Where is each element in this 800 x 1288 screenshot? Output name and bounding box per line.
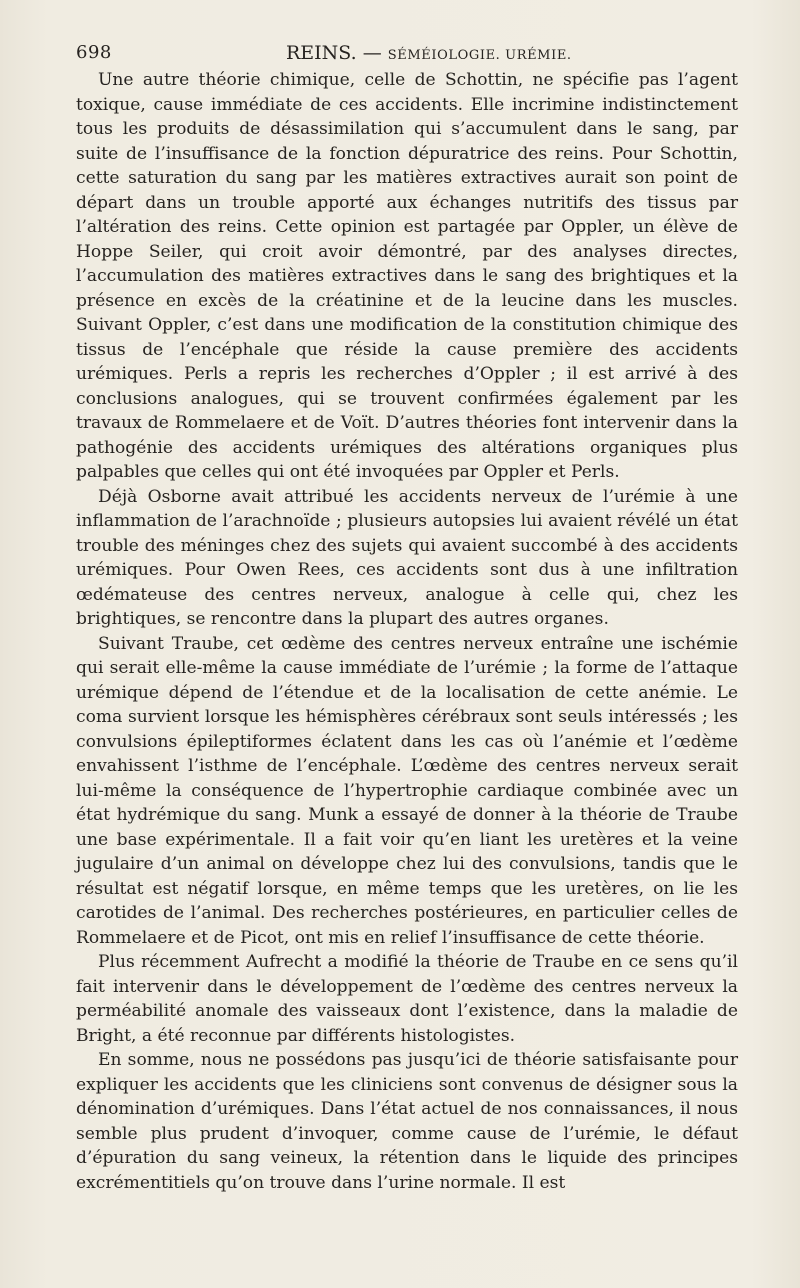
running-title-main: REINS. — [286, 42, 357, 64]
paragraph-osborne-rees: Déjà Osborne avait attribué les accidents nerveux de l’urémie à une inflammation de l’arachnoïde ; plusieurs autopsies lui avaient révélé un état trouble des méninges chez des sujets qui avaient succombé à des accidents urémiques. Pour Owen Rees, ces accidents sont dus à une infiltration œdémateuse des centres nerveux, analogue à celle qui, chez les brightiques, se rencontre dans la plupart des autres organes. — [76, 486, 738, 629]
body-text — [76, 68, 738, 1195]
running-title-separator: — — [362, 42, 382, 64]
page-number: 698 — [76, 42, 112, 63]
paragraph-summary: En somme, nous ne possédons pas jusqu’ici de théorie satisfaisante pour expliquer les accidents que les cliniciens sont convenus de désigner sous la dénomination d’urémiques. Dans l’état actuel de nos connaissances, il nous semble plus prudent d’invoquer, comme cause de l’urémie, le défaut d’épuration du sang veineux, la rétention dans le liquide des principes excrémentitiels qu’on trouve dans l’urine normale. Il est — [76, 1050, 738, 1193]
running-title-sub: SÉMÉIOLOGIE. URÉMIE. — [387, 48, 572, 63]
paragraph-aufrecht: Plus récemment Aufrecht a modifié la théorie de Traube en ce sens qu’il fait intervenir dans le développement de l’œdème des centres nerveux la perméabilité anomale des vaisseaux dont l’existence, dans la maladie de Bright, a été reconnue par différents histologistes. — [76, 952, 738, 1046]
paragraph-traube-theory: Suivant Traube, cet œdème des centres nerveux entraîne une ischémie qui serait elle-même la cause immédiate de l’urémie ; la forme de l’attaque urémique dépend de l’étendue et de la localisation de cette anémie. Le coma survient lorsque les hémisphères cérébraux sont seuls intéressés ; les convulsions épileptiformes éclatent dans les cas où l’anémie et l’œdème envahissent l’isthme de l’encéphale. L’œdème des centres nerveux serait lui-même la conséquence de l’hypertrophie cardiaque combinée avec un état hydrémique du sang. Munk a essayé de donner à la théorie de Traube une base expérimentale. Il a fait voir qu’en liant les uretères et la veine jugulaire d’un animal on développe chez lui des convulsions, tandis que le résultat est négatif lorsque, en même temps que les uretères, on lie les carotides de l’animal. Des recherches postérieures, en particulier celles de Rommelaere et de Picot, ont mis en relief l’insuffisance de cette théorie. — [76, 633, 738, 948]
page-header — [76, 40, 738, 66]
running-title — [286, 40, 572, 69]
paragraph-schottin-theory: Une autre théorie chimique, celle de Schottin, ne spécifie pas l’agent toxique, cause immédiate de ces accidents. Elle incrimine indistinctement tous les produits de désassimilation qui s’accumulent dans le sang, par suite de l’insuffisance de la fonction dépuratrice des reins. Pour Schottin, cette saturation du sang par les matières extractives aurait son point de départ dans un trouble apporté aux échanges nutritifs des tissus par l’altération des reins. Cette opinion est partagée par Oppler, un élève de Hoppe Seiler, qui croit avoir démontré, par des analyses directes, l’accumulation des matières extractives dans le sang des brightiques et la présence en excès de la créatinine et de la leucine dans les muscles. Suivant Oppler, c’est dans une modification de la constitution chimique des tissus de l’encéphale que réside la cause première des accidents urémiques. Perls a repris les recherches d’Oppler ; il est arrivé à des conclusions analogues, qui se trouvent confirmées également par les travaux de Rommelaere et de Voït. D’autres théories font intervenir dans la pathogénie des accidents urémiques des altérations organiques plus palpables que celles qui ont été invoquées par Oppler et Perls. — [76, 70, 738, 482]
